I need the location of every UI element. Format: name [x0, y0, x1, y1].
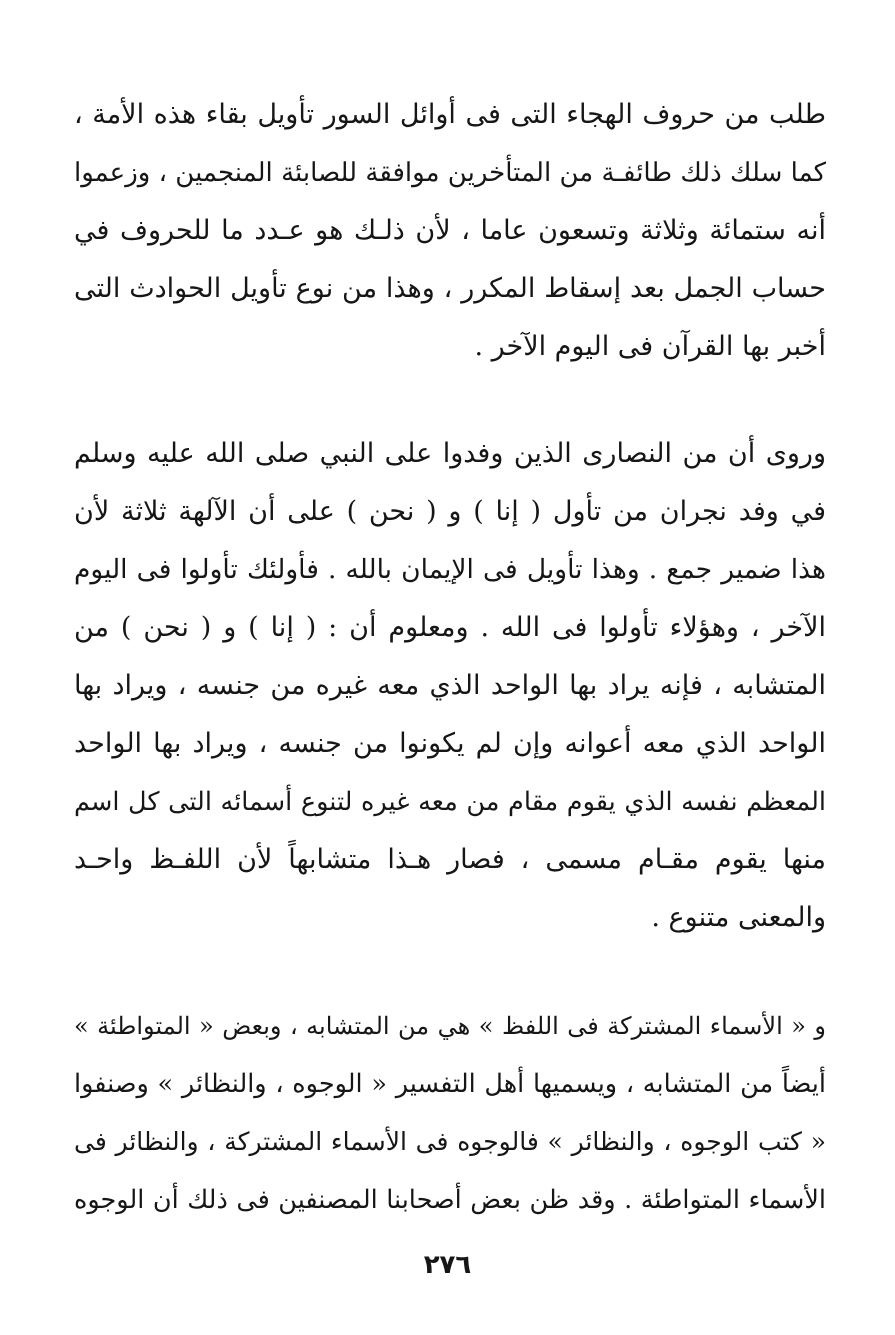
paragraph-3 [74, 997, 826, 1229]
text-line: في وفد نجران من تأول ( إنا ) و ( نحن ) على أن الآلهة ثلاثة لأن [74, 496, 826, 527]
text-line: حساب الجمل بعد إسقاط المكرر ، وهذا من نوع تأويل الحوادث التى [74, 273, 826, 304]
text-line: طلب من حروف الهجاء التى فى أوائل السور تأويل بقاء هذه الأمة ، [74, 99, 826, 130]
text-line: المعظم نفسه الذي يقوم مقام من معه غيره لتنوع أسمائه التى كل اسم [74, 787, 826, 817]
text-line: الأسماء المتواطئة . وقد ظن بعض أصحابنا المصنفين فى ذلك أن الوجوه [74, 1185, 826, 1215]
text-line: أخبر بها القرآن فى اليوم الآخر . [474, 331, 826, 362]
text-line: أيضاً من المتشابه ، ويسميها أهل التفسير « الوجوه ، والنظائر » وصنفوا [74, 1069, 826, 1099]
text-line: الآخر ، وهؤلاء تأولوا فى الله . ومعلوم أن : ( إنا ) و ( نحن ) من [74, 612, 826, 643]
paragraph-1 [74, 86, 826, 376]
text-line: المتشابه ، فإنه يراد بها الواحد الذي معه غيره من جنسه ، ويراد بها [74, 670, 826, 701]
text-line: و « الأسماء المشتركة فى اللفظ » هي من المتشابه ، وبعض « المتواطئة » [74, 1012, 826, 1040]
paragraph-2 [74, 425, 826, 947]
text-line: كما سلك ذلك طائفـة من المتأخرين موافقة للصابئة المنجمين ، وزعموا [74, 158, 826, 188]
text-line: الواحد الذي معه أعوانه وإن لم يكونوا من جنسه ، ويراد بها الواحد [74, 728, 826, 759]
text-line: « كتب الوجوه ، والنظائر » فالوجوه فى الأسماء المشتركة ، والنظائر فى [74, 1127, 826, 1156]
text-line: وروى أن من النصارى الذين وفدوا على النبي صلى الله عليه وسلم [74, 438, 826, 469]
text-line: منها يقوم مقـام مسمى ، فصار هـذا متشابهاً لأن اللفـظ واحـد [74, 844, 826, 875]
text-line: والمعنى متنوع . [651, 902, 826, 933]
text-line: هذا ضمير جمع . وهذا تأويل فى الإيمان بالله . فأولئك تأولوا فى اليوم [74, 554, 826, 585]
text-line: أنه ستمائة وثلاثة وتسعون عاما ، لأن ذلـك هو عـدد ما للحروف في [74, 215, 826, 246]
page-number: ٢٧٦ [423, 1250, 472, 1280]
